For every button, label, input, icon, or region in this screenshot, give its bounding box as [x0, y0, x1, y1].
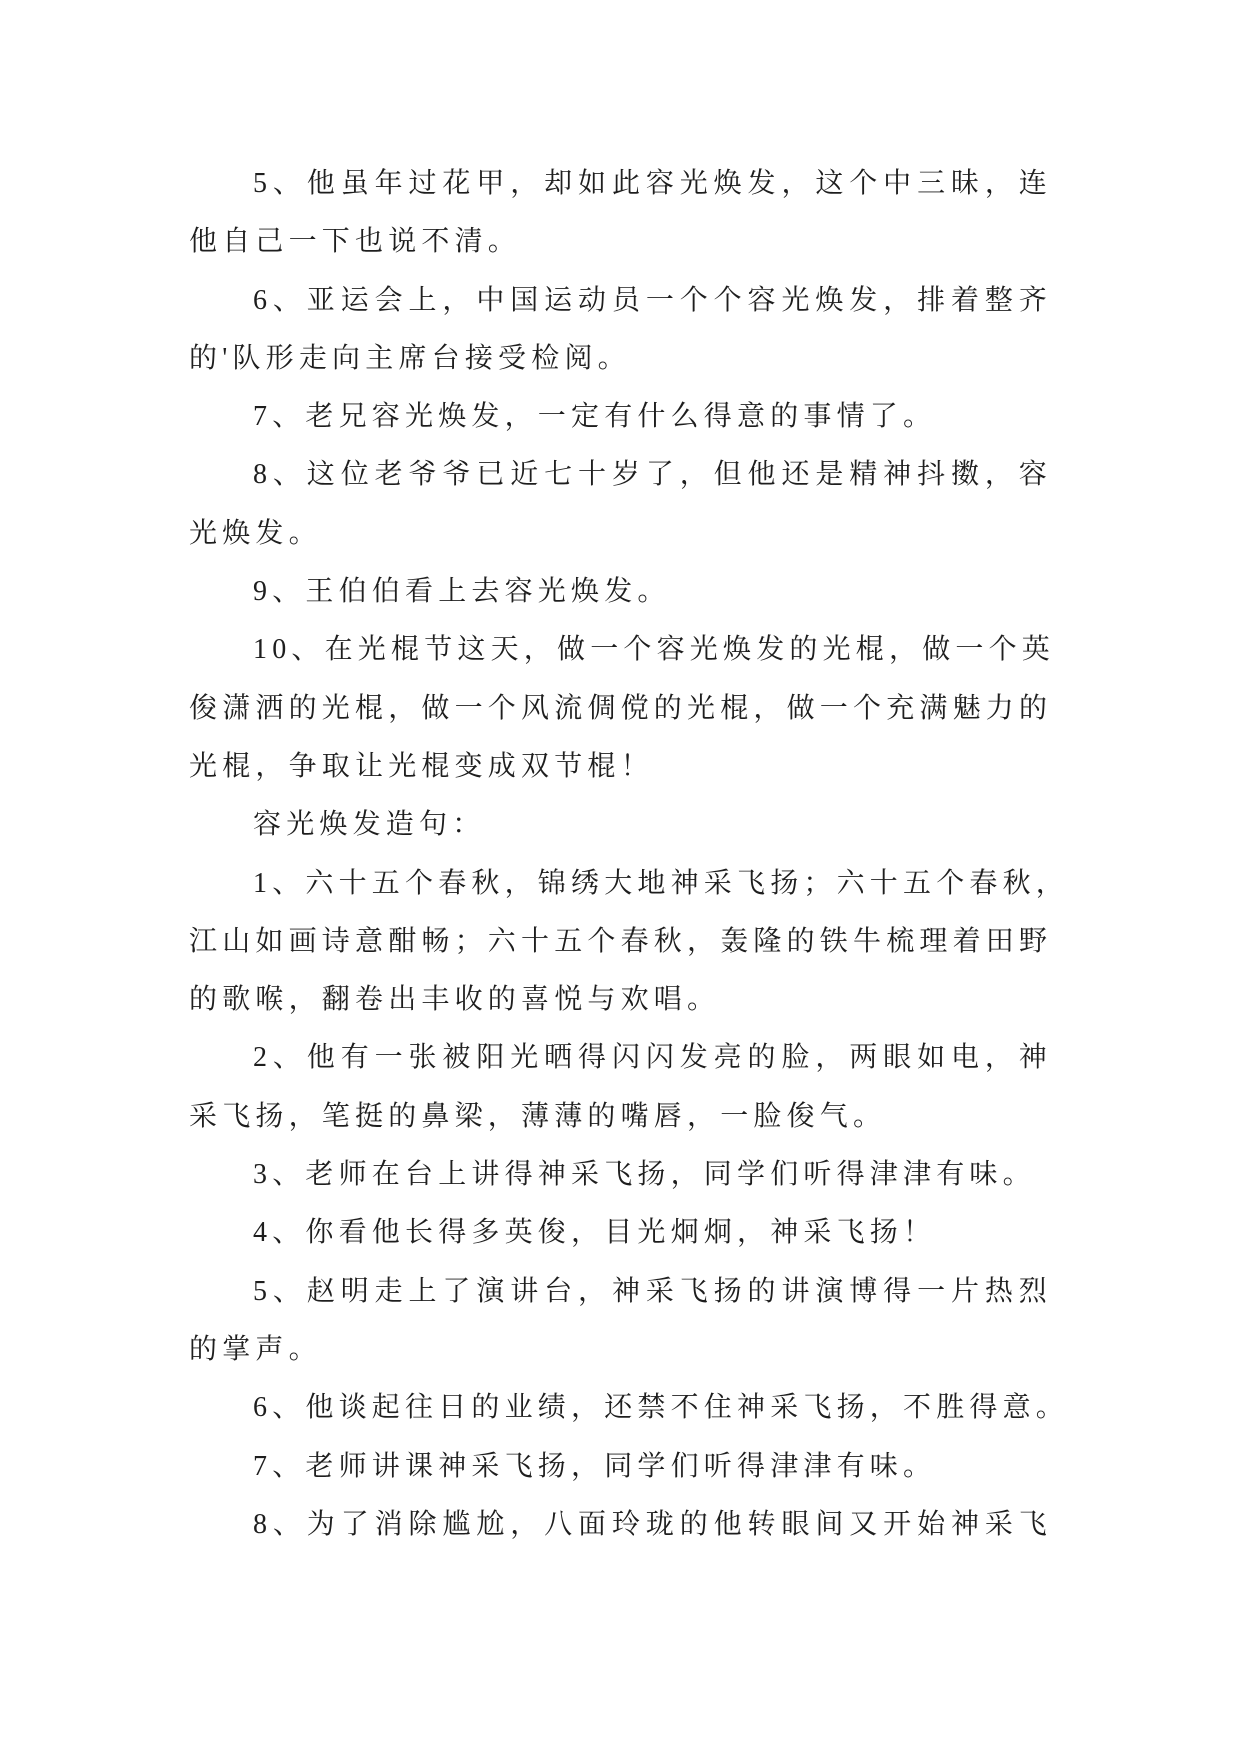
sentence-paragraph: [189, 563, 1052, 621]
text-line: 7、老兄容光焕发，一定有什么得意的事情了。: [253, 401, 937, 433]
text-line: 他自己一下也说不清。: [189, 226, 522, 258]
text-line: 2、他有一张被阳光晒得闪闪发亮的脸，两眼如电，神: [253, 1042, 1052, 1074]
text-line: 俊潇洒的光棍，做一个风流倜傥的光棍，做一个充满魅力的: [189, 692, 1053, 724]
sentence-paragraph: [189, 1204, 1052, 1262]
text-line: 6、他谈起往日的业绩，还禁不住神采飞扬，不胜得意。: [253, 1392, 1070, 1424]
text-line: 光焕发。: [189, 517, 322, 549]
text-line: 4、你看他长得多英俊，目光炯炯，神采飞扬！: [253, 1217, 937, 1249]
text-line: 7、老师讲课神采飞扬，同学们听得津津有味。: [253, 1450, 937, 1482]
text-line: 10、在光棍节这天，做一个容光焕发的光棍，做一个英: [253, 634, 1056, 666]
document-body: [189, 155, 1070, 1554]
text-line: 9、王伯伯看上去容光焕发。: [253, 576, 671, 608]
sentence-paragraph: [189, 855, 1070, 1030]
text-line: 6、亚运会上，中国运动员一个个容光焕发，排着整齐: [253, 284, 1052, 316]
text-line: 1、六十五个春秋，锦绣大地神采飞扬；六十五个春秋，: [253, 867, 1070, 899]
sentence-paragraph: [189, 621, 1056, 796]
sentence-paragraph: [189, 1438, 1052, 1496]
section-heading-text: 容光焕发造句：: [253, 809, 486, 841]
text-line: 光棍，争取让光棍变成双节棍！: [189, 750, 654, 782]
sentence-paragraph: [189, 1029, 1052, 1146]
text-line: 8、为了消除尴尬，八面玲珑的他转眼间又开始神采飞: [253, 1508, 1052, 1540]
text-line: 8、这位老爷爷已近七十岁了，但他还是精神抖擞，容: [253, 459, 1052, 491]
text-line: 江山如画诗意酣畅；六十五个春秋，轰隆的铁牛梳理着田野: [189, 925, 1053, 957]
section-heading: [189, 796, 1052, 854]
text-line: 5、赵明走上了演讲台，神采飞扬的讲演博得一片热烈: [253, 1275, 1052, 1307]
sentence-paragraph: [189, 1146, 1052, 1204]
sentence-paragraph: [189, 272, 1052, 389]
sentence-paragraph: [189, 1379, 1070, 1437]
sentence-paragraph: [189, 1496, 1052, 1554]
text-line: 的'队形走向主席台接受检阅。: [189, 342, 631, 374]
text-line: 采飞扬，笔挺的鼻梁，薄薄的嘴唇，一脸俊气。: [189, 1100, 887, 1132]
sentence-paragraph: [189, 388, 1052, 446]
text-line: 3、老师在台上讲得神采飞扬，同学们听得津津有味。: [253, 1159, 1036, 1191]
text-line: 5、他虽年过花甲，却如此容光焕发，这个中三昧，连: [253, 168, 1052, 199]
sentence-paragraph: [189, 446, 1052, 563]
text-line: 的歌喉，翻卷出丰收的喜悦与欢唱。: [189, 984, 721, 1016]
sentence-paragraph: [189, 1263, 1052, 1380]
sentence-paragraph: [189, 155, 1052, 272]
text-line: 的掌声。: [189, 1333, 322, 1365]
